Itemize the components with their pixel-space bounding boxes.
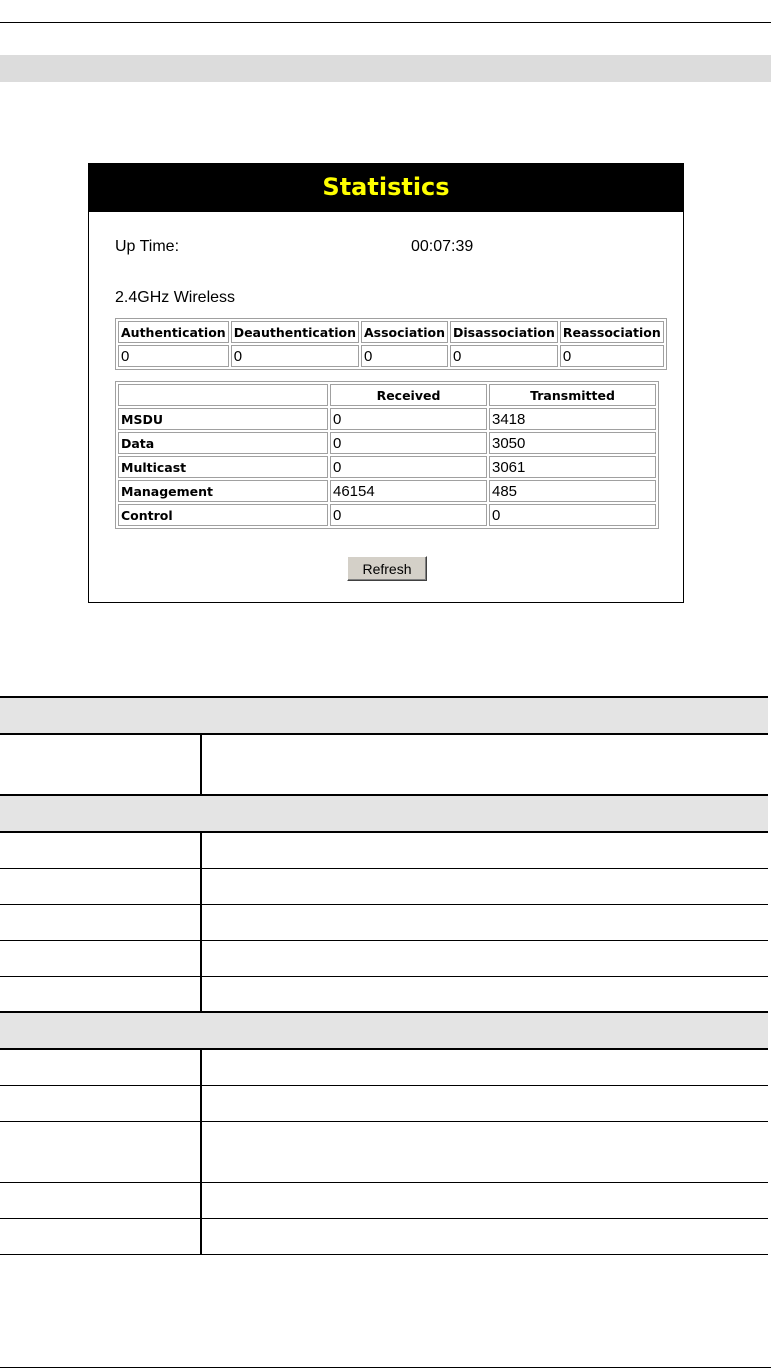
table-row [0,940,768,976]
received-value: 0 [330,432,487,454]
section-band [0,55,771,82]
table-row [0,1182,768,1218]
transmitted-value: 3050 [489,432,656,454]
row-label: Multicast [118,456,328,478]
reassociation-value: 0 [560,345,664,367]
table-row [0,976,768,1012]
col-header-deauthentication: Deauthentication [231,321,359,343]
table-row [0,1085,768,1121]
table-row [118,408,656,430]
row-label: MSDU [118,408,328,430]
table-row [0,832,768,868]
uptime-label: Up Time: [115,238,180,255]
table-row [0,868,768,904]
transmitted-value: 3061 [489,456,656,478]
table-row [118,504,656,526]
auth-stats-table [115,318,667,370]
description-table [0,696,768,1255]
page-title: Statistics [322,173,450,201]
panel-header [89,164,683,212]
table-row [0,1121,768,1182]
table-row [0,904,768,940]
table-row [118,456,656,478]
received-value: 0 [330,408,487,430]
statistics-panel [88,163,684,603]
table-row [0,734,768,795]
uptime-value: 00:07:39 [411,238,474,255]
wireless-section-label: 2.4GHz Wireless [115,289,236,306]
table-row [0,1218,768,1254]
table-header-row [118,321,664,343]
table-row [118,432,656,454]
col-header-transmitted: Transmitted [489,384,656,406]
col-header-association: Association [361,321,448,343]
row-label: Control [118,504,328,526]
transmitted-value: 0 [489,504,656,526]
table-section-row [0,1012,768,1049]
deauthentication-value: 0 [231,345,359,367]
table-row [118,480,656,502]
refresh-button[interactable]: Refresh [347,556,427,581]
authentication-value: 0 [118,345,229,367]
bottom-rule [0,1367,771,1368]
received-value: 0 [330,456,487,478]
row-label: Data [118,432,328,454]
table-section-row [0,795,768,832]
top-rule [0,22,771,23]
col-header-authentication: Authentication [118,321,229,343]
received-value: 46154 [330,480,487,502]
table-row [0,1049,768,1085]
table-header-row [118,384,656,406]
col-header-disassociation: Disassociation [450,321,558,343]
table-section-row [0,697,768,734]
association-value: 0 [361,345,448,367]
disassociation-value: 0 [450,345,558,367]
transmitted-value: 3418 [489,408,656,430]
col-header-reassociation: Reassociation [560,321,664,343]
transmitted-value: 485 [489,480,656,502]
col-header-blank [118,384,328,406]
received-value: 0 [330,504,487,526]
col-header-received: Received [330,384,487,406]
traffic-stats-table [115,381,659,529]
row-label: Management [118,480,328,502]
table-row [118,345,664,367]
